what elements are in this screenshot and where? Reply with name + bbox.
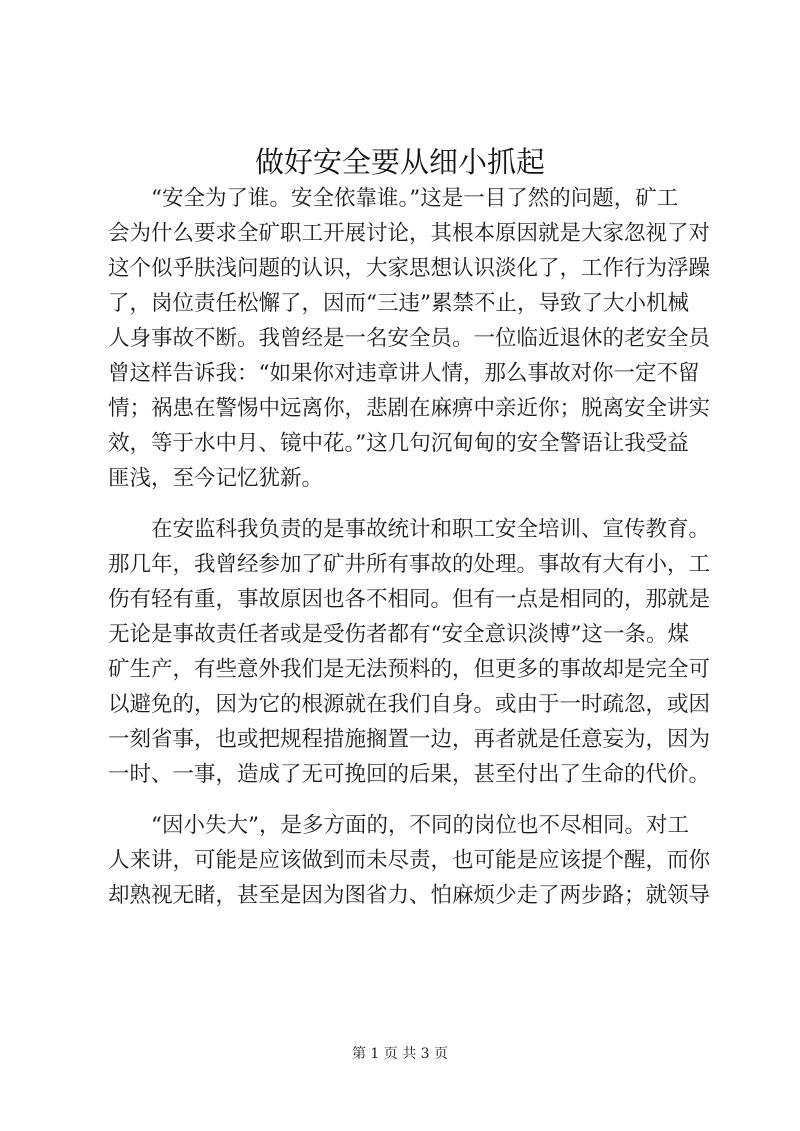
paragraph-line: 这个似乎肤浅问题的认识，大家思想认识淡化了，工作行为浮躁 (108, 256, 711, 281)
paragraph-line: 人来讲，可能是应该做到而未尽责，也可能是应该提个醒，而你 (108, 848, 711, 873)
document-title: 做好安全要从细小抓起 (254, 145, 545, 179)
paragraph-gap (108, 496, 718, 512)
paragraph-line: 情；祸患在警惕中远离你，悲剧在麻痹中亲近你；脱离安全讲实 (108, 396, 711, 421)
paragraph-line: 曾这样告诉我：“如果你对违章讲人情，那么事故对你一定不留 (108, 361, 700, 386)
paragraph-gap (108, 792, 718, 808)
paragraph-line: 一时、一事，造成了无可挽回的后果，甚至付出了生命的代价。 (108, 762, 711, 787)
paragraph-line: 匪浅，至今记忆犹新。 (108, 466, 324, 491)
paragraph-line: 矿生产，有些意外我们是无法预料的，但更多的事故却是完全可 (108, 657, 711, 682)
paragraph-line: “安全为了谁。安全依靠谁。”这是一目了然的问题，矿工 (151, 186, 679, 211)
paragraph-line: “因小失大”，是多方面的，不同的岗位也不尽相同。对工 (151, 813, 689, 838)
paragraph-line: 却熟视无睹，甚至是因为图省力、怕麻烦少走了两步路；就领导 (108, 883, 711, 908)
paragraph-line: 在安监科我负责的是事故统计和职工安全培训、宣传教育。 (151, 517, 711, 542)
paragraph-line: 一刻省事，也或把规程措施搁置一边，再者就是任意妄为，因为 (108, 727, 711, 752)
paragraph-line: 以避免的，因为它的根源就在我们自身。或由于一时疏忽，或因 (108, 692, 711, 717)
paragraph-line: 那几年，我曾经参加了矿井所有事故的处理。事故有大有小，工 (108, 552, 711, 577)
document-body (108, 181, 718, 913)
paragraph-line: 了，岗位责任松懈了，因而“三违”累禁不止，导致了大小机械 (108, 291, 689, 316)
paragraph-line: 人身事故不断。我曾经是一名安全员。一位临近退休的老安全员 (108, 326, 711, 351)
paragraph-line: 效，等于水中月、镜中花。”这几句沉甸甸的安全警语让我受益 (108, 431, 689, 456)
page-footer: 第 1 页 共 3 页 (351, 1046, 449, 1062)
paragraph-line: 伤有轻有重，事故原因也各不相同。但有一点是相同的，那就是 (108, 587, 711, 612)
paragraph-line: 会为什么要求全矿职工开展讨论，其根本原因就是大家忽视了对 (108, 221, 711, 246)
paragraph-line: 无论是事故责任者或是受伤者都有“安全意识淡博”这一条。煤 (108, 622, 689, 647)
